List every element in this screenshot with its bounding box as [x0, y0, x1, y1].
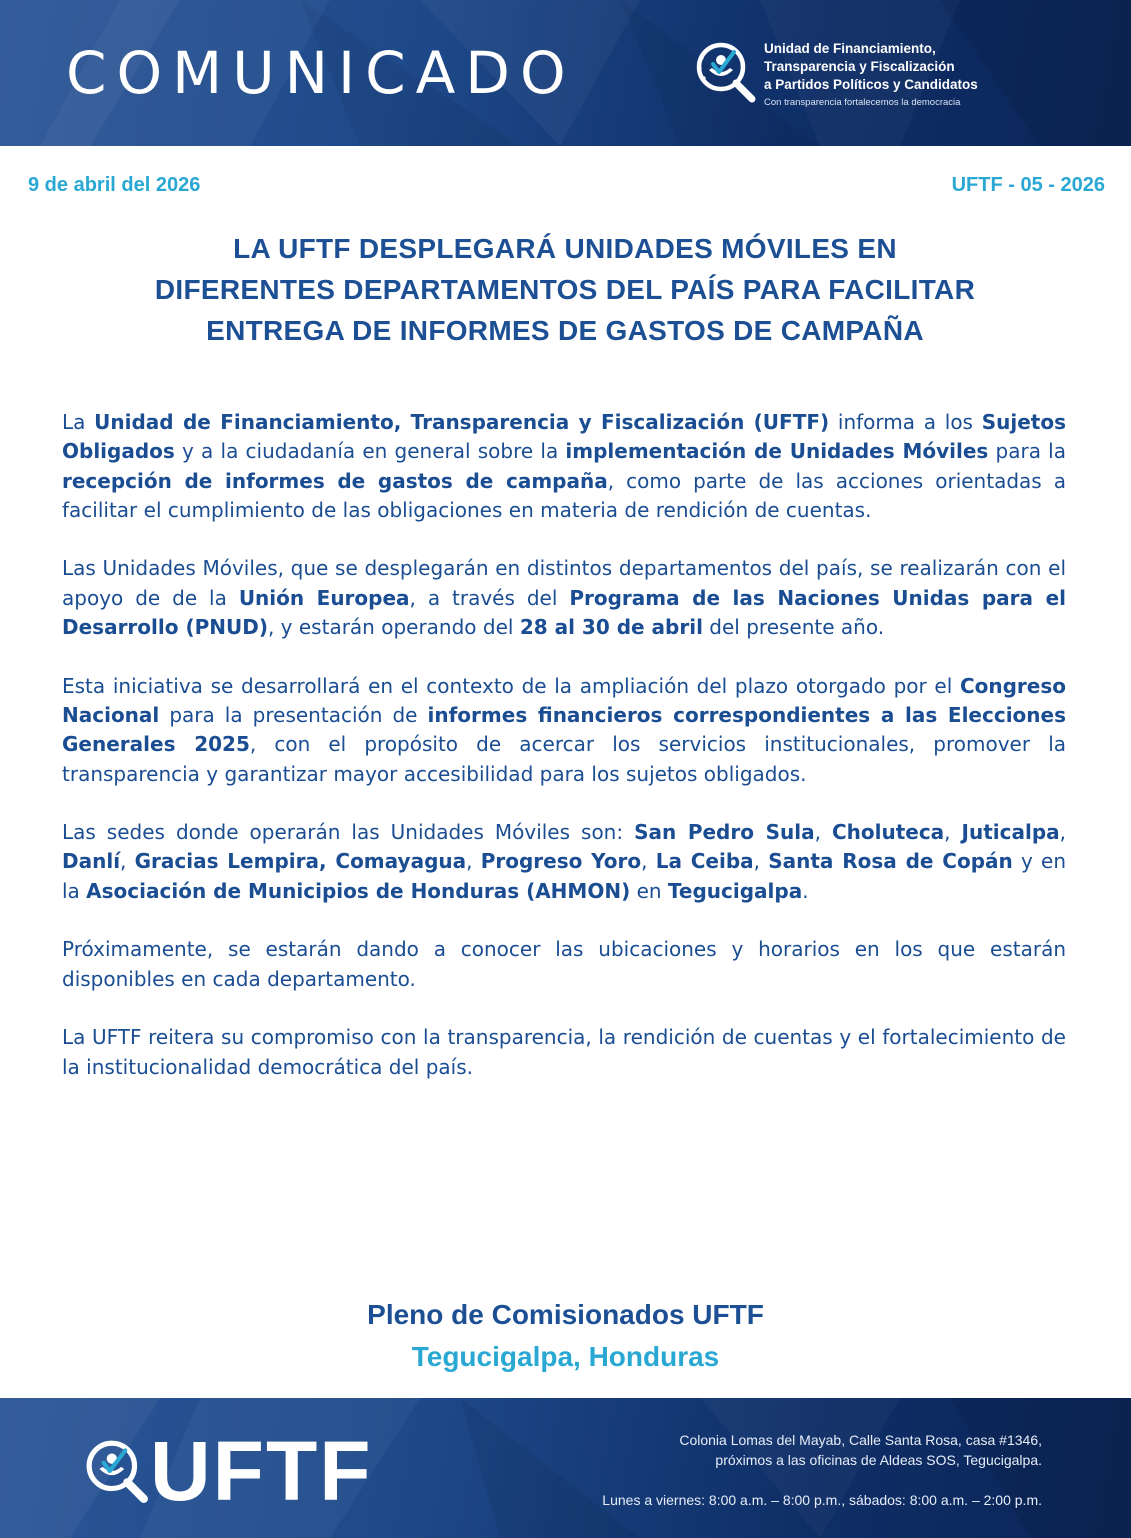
- text-run: ,: [466, 849, 481, 874]
- text-run: ,: [944, 820, 962, 845]
- reference-number: UFTF - 05 - 2026: [951, 174, 1105, 196]
- body-paragraph: [62, 672, 1066, 789]
- text-run: en: [630, 878, 668, 903]
- page-title: COMUNICADO: [66, 39, 576, 107]
- body-paragraph: [62, 935, 1066, 994]
- text-run: , con el propósito de acercar los servicios institucionales, promover la transparencia y garantizar mayor accesibilidad para los sujetos obligados.: [62, 732, 1067, 786]
- bold-text: Progreso Yoro: [480, 849, 642, 874]
- bold-text: Gracias Lempira, Comayagua: [134, 849, 467, 874]
- footer-address: [679, 1430, 1042, 1470]
- body-paragraph: [62, 818, 1066, 906]
- uftf-seal-icon: [694, 40, 758, 104]
- body-paragraph: [62, 1023, 1066, 1082]
- text-run: La: [62, 410, 95, 434]
- text-run: , como parte de las acciones orientadas a facilitar el cumplimiento de las obligaciones en materia de rendición de cuentas.: [62, 468, 1066, 522]
- text-run: y a la ciudadanía en general sobre la: [174, 439, 566, 464]
- bold-text: San Pedro Sula: [634, 820, 815, 845]
- text-run: Las sedes donde operarán las Unidades Móviles son:: [62, 820, 635, 845]
- uftf-seal-icon: [84, 1438, 150, 1504]
- org-name: [764, 40, 978, 109]
- footer-logo: [84, 1424, 396, 1518]
- date: 9 de abril del 2026: [28, 174, 201, 196]
- bold-text: informes financieros correspondientes a las Elecciones Generales 2025: [62, 702, 1066, 757]
- bold-text: Sujetos Obligados: [62, 410, 1066, 464]
- signature-location: Tegucigalpa, Honduras: [411, 1341, 720, 1372]
- bold-text: Unión Europea: [238, 585, 410, 610]
- text-run: ,: [641, 849, 656, 874]
- body-paragraph: [62, 408, 1066, 525]
- footer-hours: Lunes a viernes: 8:00 a.m. – 8:00 p.m., sábados: 8:00 a.m. – 2:00 p.m.: [602, 1492, 1042, 1508]
- text-run: , y estarán operando del: [267, 615, 520, 640]
- org-line: Unidad de Financiamiento,: [764, 41, 936, 56]
- text-run: del presente año.: [702, 615, 885, 640]
- bold-text: Asociación de Municipios de Honduras (AHMON): [86, 878, 631, 903]
- text-run: Próximamente, se estarán dando a conocer las ubicaciones y horarios en los que estarán disponibles en cada departamento.: [62, 937, 1066, 991]
- org-line: Transparencia y Fiscalización: [764, 59, 955, 74]
- text-run: para la: [988, 439, 1066, 464]
- bold-text: Santa Rosa de Copán: [768, 849, 1013, 874]
- text-run: ,: [814, 820, 832, 845]
- org-line: a Partidos Políticos y Candidatos: [764, 77, 978, 92]
- text-run: informa a los: [829, 410, 982, 434]
- headline-line: LA UFTF DESPLEGARÁ UNIDADES MÓVILES EN: [233, 233, 897, 264]
- text-run: Las Unidades Móviles, que se desplegarán en distintos departamentos del país, se realizarán con el apoyo de de la: [62, 556, 1066, 610]
- address-line: próximos a las oficinas de Aldeas SOS, Tegucigalpa.: [715, 1452, 1042, 1468]
- text-run: ,: [120, 849, 135, 874]
- footer-banner: [0, 1398, 1131, 1538]
- headline: [60, 228, 1070, 351]
- text-run: y en la: [62, 849, 1066, 903]
- text-run: Esta iniciativa se desarrollará en el contexto de la ampliación del plazo otorgado por el: [62, 673, 960, 698]
- press-release-body: [62, 408, 1066, 1111]
- text-run: .: [802, 878, 809, 903]
- footer-logo-text: UFTF: [150, 1424, 373, 1518]
- bold-text: Danlí: [62, 849, 121, 874]
- text-run: La UFTF reitera su compromiso con la transparencia, la rendición de cuentas y el fortalecimiento de la institucionalidad democrática del país.: [62, 1025, 1066, 1079]
- bold-text: Unidad de Financiamiento, Transparencia y Fiscalización (UFTF): [94, 410, 830, 434]
- body-paragraph: [62, 554, 1066, 642]
- bold-text: 28 al 30 de abril: [519, 615, 703, 640]
- bold-text: recepción de informes de gastos de campaña: [62, 468, 608, 493]
- signature-title: Pleno de Comisionados UFTF: [367, 1299, 764, 1330]
- bold-text: implementación de Unidades Móviles: [565, 439, 989, 464]
- org-tagline: Con transparencia fortalecemos la democracia: [764, 97, 961, 108]
- bold-text: Juticalpa: [961, 820, 1060, 845]
- headline-line: DIFERENTES DEPARTAMENTOS DEL PAÍS PARA FACILITAR: [154, 274, 976, 305]
- bold-text: Programa de las Naciones Unidas para el Desarrollo (PNUD): [62, 585, 1066, 640]
- text-run: ,: [1059, 820, 1067, 845]
- text-run: ,: [753, 849, 769, 874]
- headline-line: ENTREGA DE INFORMES DE GASTOS DE CAMPAÑA: [206, 315, 924, 346]
- text-run: para la presentación de: [159, 702, 428, 727]
- bold-text: La Ceiba: [655, 849, 754, 874]
- header-banner: [0, 0, 1131, 146]
- address-line: Colonia Lomas del Mayab, Calle Santa Rosa, casa #1346,: [679, 1432, 1042, 1448]
- bold-text: Choluteca: [831, 820, 945, 845]
- bold-text: Tegucigalpa: [667, 878, 803, 903]
- text-run: , a través del: [409, 585, 570, 610]
- bold-text: Congreso Nacional: [62, 673, 1066, 727]
